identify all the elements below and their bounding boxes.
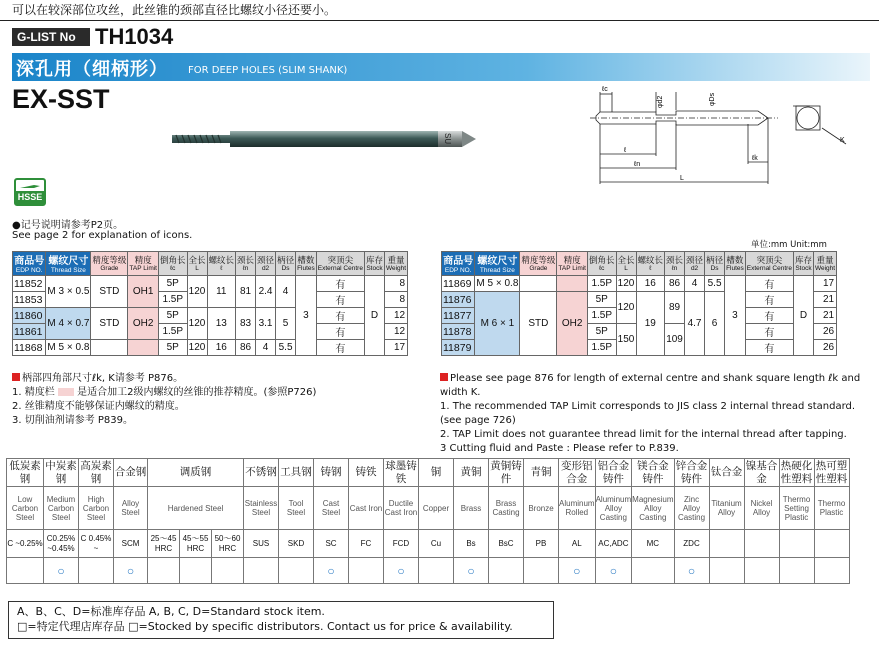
- chamfer-cell: 5P: [158, 308, 187, 324]
- neck-dia-cell: 3.1: [256, 308, 276, 340]
- neck-dia-cell: 4: [685, 276, 705, 292]
- dim-ds: φDs: [709, 92, 716, 106]
- table-row: [13, 276, 408, 292]
- chamfer-cell: 5P: [158, 276, 187, 292]
- col-stock: 库存 Stock: [364, 252, 384, 276]
- total-cell: 120: [187, 276, 207, 308]
- material-cn-cell: 镁合金铸件: [632, 459, 674, 487]
- limit-cell: OH2: [128, 308, 159, 340]
- material-cn-cell: 工具钢: [279, 459, 314, 487]
- col-neck-length: 颈长 ℓn: [665, 252, 685, 276]
- shank-dia-cell: 6: [705, 292, 725, 356]
- material-en-cell: Bronze: [524, 487, 559, 530]
- col-edp: 商品号 EDP NO.: [13, 252, 46, 276]
- material-en-cell: Nickel Alloy: [744, 487, 779, 530]
- stock-cell: D: [364, 276, 384, 356]
- table-row: [13, 308, 408, 324]
- material-cn-cell: 黄铜铸件: [490, 459, 522, 485]
- weight-cell: 12: [384, 324, 407, 340]
- grade-cell: STD: [91, 308, 128, 340]
- notes-en: Please see page 876 for length of external centre and shank square length ℓk and width K. 1. The recommended TAP Limit corresponds to JIS class 2 internal thread standard. (see page 726) 2. TAP Limit does not guarantee thread limit for the internal thread after tapping. 3 Cutting fluid and Paste : Please refer to P.839.: [440, 373, 861, 454]
- material-code-cell: 25～45 HRC: [148, 530, 180, 558]
- glist-label: G-LIST No: [12, 28, 90, 46]
- thread-len-cell: 16: [636, 276, 665, 292]
- edp-cell: 11861: [13, 324, 46, 340]
- suitable-circle-icon: ○: [559, 558, 596, 584]
- dim-l: ℓ: [624, 147, 627, 154]
- unit-label: 单位:mm Unit:mm: [751, 240, 827, 250]
- edp-cell: 11878: [442, 324, 475, 340]
- suitable-circle-icon: ○: [595, 558, 632, 584]
- thread-cell: M 3 × 0.5: [46, 276, 91, 308]
- material-en-cell: Aluminum Rolled: [559, 487, 596, 530]
- thread-cell: M 5 × 0.8: [475, 276, 520, 292]
- neck-len-cell: 83: [236, 308, 256, 340]
- col-tap-limit: 精度 TAP Limit: [128, 252, 159, 276]
- title-en: FOR DEEP HOLES (SLIM SHANK): [188, 65, 348, 76]
- col-grade: 精度等级 Grade: [520, 252, 557, 276]
- material-mark-cell: [779, 558, 814, 584]
- chamfer-cell: 1.5P: [587, 276, 616, 292]
- material-code-cell: Cu: [419, 530, 454, 558]
- weight-cell: 26: [813, 340, 836, 356]
- shank-dia-cell: 5: [276, 308, 296, 340]
- material-en-cell: Magnesium Alloy Casting: [632, 487, 674, 530]
- material-en-cell: Thermo Plastic: [814, 487, 849, 530]
- material-cn-cell: 铝合金铸件: [595, 459, 632, 487]
- neck-len-cell: 81: [236, 276, 256, 308]
- material-en-cell: Copper: [419, 487, 454, 530]
- material-code-cell: SKD: [279, 530, 314, 558]
- shank-dia-cell: 4: [276, 276, 296, 308]
- col-flutes: 槽数 Flutes: [725, 252, 746, 276]
- centre-cell: 有: [745, 324, 793, 340]
- weight-cell: 12: [384, 308, 407, 324]
- grade-cell: STD: [91, 276, 128, 308]
- centre-cell: 有: [745, 308, 793, 324]
- material-code-cell: C ~0.25%: [7, 530, 44, 558]
- hsse-badge: [14, 178, 46, 206]
- chamfer-cell: 5P: [587, 324, 616, 340]
- material-code-cell: Bs: [454, 530, 489, 558]
- col-total-length: 全长 L: [616, 252, 636, 276]
- material-code-cell: PB: [524, 530, 559, 558]
- edp-cell: 11877: [442, 308, 475, 324]
- material-cn-cell: 变形铝合金: [559, 459, 596, 487]
- material-en-cell: Cast Iron: [349, 487, 384, 530]
- col-weight: 重量 Weight: [813, 252, 836, 276]
- material-en-cell: Ductile Cast Iron: [384, 487, 419, 530]
- suitable-circle-icon: ○: [674, 558, 709, 584]
- col-neck-dia: 颈径 d2: [256, 252, 276, 276]
- material-en-cell: Brass Casting: [489, 487, 524, 530]
- edp-cell: 11868: [13, 340, 46, 356]
- material-code-cell: FC: [349, 530, 384, 558]
- material-mark-cell: [349, 558, 384, 584]
- material-code-cell: MC: [632, 530, 674, 558]
- col-neck-length: 颈长 ℓn: [236, 252, 256, 276]
- material-cn-cell: 青铜: [524, 459, 559, 487]
- centre-cell: 有: [745, 292, 793, 308]
- thread-len-cell: 16: [207, 340, 236, 356]
- dim-L: L: [680, 175, 684, 182]
- neck-len-cell: 109: [665, 324, 685, 356]
- edp-cell: 11853: [13, 292, 46, 308]
- material-cn-cell: 中炭素钢: [45, 459, 77, 485]
- material-cn-cell: 铸铁: [349, 459, 384, 487]
- centre-cell: 有: [316, 324, 364, 340]
- edp-cell: 11860: [13, 308, 46, 324]
- thread-cell: M 5 × 0.8: [46, 340, 91, 356]
- material-cn-cell: 锌合金铸件: [675, 459, 708, 485]
- neck-len-cell: 86: [236, 340, 256, 356]
- material-mark-cell: [212, 558, 244, 584]
- table-row: [13, 340, 408, 356]
- notes-cn: 柄部四角部尺寸ℓk, K请参考 P876。 1. 精度栏 是适合加工2级内螺纹的丝锥的推荐精度。(参照P726) 2. 丝锥精度不能够保证内螺纹的精度。 3. 切削油剂请参考 P839。: [12, 373, 317, 426]
- material-code-cell: [779, 530, 814, 558]
- edp-cell: 11869: [442, 276, 475, 292]
- total-cell: 150: [616, 324, 636, 356]
- material-cn-cell: 铜: [419, 459, 454, 487]
- material-mark-cell: [419, 558, 454, 584]
- material-mark-cell: [148, 558, 180, 584]
- col-thread-length: 螺纹长 ℓ: [636, 252, 665, 276]
- material-en-cell: Cast Steel: [314, 487, 349, 530]
- edp-cell: 11876: [442, 292, 475, 308]
- chamfer-cell: 1.5P: [587, 308, 616, 324]
- top-note: 可以在较深部位攻丝，此丝锥的颈部直径比螺纹小径还要小。: [12, 3, 337, 17]
- material-mark-cell: [79, 558, 114, 584]
- material-code-cell: C0.25% ~0.45%: [44, 530, 79, 558]
- thread-cell: M 4 × 0.7: [46, 308, 91, 340]
- dim-K: K: [840, 137, 845, 144]
- icon-note-cn: ●记号说明请参考P2页。: [12, 220, 124, 231]
- product-name: EX-SST: [12, 84, 110, 114]
- material-mark-cell: [524, 558, 559, 584]
- chamfer-cell: 1.5P: [587, 340, 616, 356]
- material-code-cell: SC: [314, 530, 349, 558]
- red-square-icon: [440, 373, 448, 381]
- title-bar: [12, 53, 870, 81]
- centre-cell: 有: [745, 340, 793, 356]
- spec-table-left: [12, 251, 408, 356]
- title-cn: 深孔用（细柄形）: [16, 59, 168, 80]
- badge-label: HSSE: [17, 192, 43, 202]
- material-code-cell: 50～60 HRC: [212, 530, 244, 558]
- material-mark-cell: [814, 558, 849, 584]
- weight-cell: 8: [384, 292, 407, 308]
- col-shank-dia: 柄径 Ds: [705, 252, 725, 276]
- neck-dia-cell: 4: [256, 340, 276, 356]
- suitable-circle-icon: ○: [114, 558, 148, 584]
- centre-cell: 有: [316, 276, 364, 292]
- tap-marking: SU: [443, 133, 452, 145]
- col-chamfer: 倒角长 ℓc: [587, 252, 616, 276]
- material-code-cell: 45～55 HRC: [180, 530, 212, 558]
- col-shank-dia: 柄径 Ds: [276, 252, 296, 276]
- thread-len-cell: 19: [636, 292, 665, 356]
- material-en-cell: Tool Steel: [279, 487, 314, 530]
- col-total-length: 全长 L: [187, 252, 207, 276]
- dim-lc: ℓc: [602, 86, 608, 93]
- material-code-cell: AL: [559, 530, 596, 558]
- grade-cell: [520, 276, 557, 292]
- material-cn-cell: 钛合金: [709, 459, 744, 487]
- dim-d2: φd2: [657, 95, 664, 108]
- weight-cell: 17: [813, 276, 836, 292]
- chamfer-cell: 5P: [587, 292, 616, 308]
- suitable-circle-icon: ○: [384, 558, 419, 584]
- thread-cell: M 6 × 1: [475, 292, 520, 356]
- material-en-cell: Thermo Setting Plastic: [779, 487, 814, 530]
- flutes-cell: 3: [725, 276, 746, 356]
- material-en-cell: Medium Carbon Steel: [44, 487, 79, 530]
- red-square-icon: [12, 373, 20, 381]
- glist-number: TH1034: [95, 24, 174, 49]
- limit-cell: OH2: [557, 292, 588, 356]
- thread-len-cell: 13: [207, 308, 236, 340]
- shank-dia-cell: 5.5: [705, 276, 725, 292]
- material-code-cell: [709, 530, 744, 558]
- col-grade: 精度等级 Grade: [91, 252, 128, 276]
- suitable-circle-icon: ○: [314, 558, 349, 584]
- material-cn-cell: 不锈钢: [244, 459, 279, 487]
- material-cn-cell: 镍基合金: [745, 459, 778, 485]
- material-en-cell: Hardened Steel: [148, 487, 244, 530]
- grade-cell: STD: [520, 292, 557, 356]
- material-code-cell: AC,ADC: [595, 530, 632, 558]
- material-code-cell: [744, 530, 779, 558]
- thread-len-cell: 11: [207, 276, 236, 308]
- centre-cell: 有: [316, 308, 364, 324]
- material-mark-cell: [244, 558, 279, 584]
- chamfer-cell: 5P: [158, 340, 187, 356]
- material-code-cell: FCD: [384, 530, 419, 558]
- pink-swatch-icon: [58, 388, 74, 396]
- tap-photo: [170, 126, 510, 152]
- material-mark-cell: [632, 558, 674, 584]
- flutes-cell: 3: [296, 276, 317, 356]
- chamfer-cell: 1.5P: [158, 324, 187, 340]
- material-en-cell: Zinc Alloy Casting: [674, 487, 709, 530]
- material-cn-cell: 球墨铸铁: [385, 459, 417, 485]
- material-cn-cell: 低炭素钢: [7, 459, 44, 487]
- material-en-cell: Aluminum Alloy Casting: [595, 487, 632, 530]
- weight-cell: 26: [813, 324, 836, 340]
- col-neck-dia: 颈径 d2: [685, 252, 705, 276]
- divider: [0, 20, 879, 21]
- material-en-cell: Alloy Steel: [114, 487, 148, 530]
- material-mark-cell: [489, 558, 524, 584]
- centre-cell: 有: [745, 276, 793, 292]
- total-cell: 120: [616, 276, 636, 292]
- weight-cell: 17: [384, 340, 407, 356]
- neck-dia-cell: 2.4: [256, 276, 276, 308]
- material-en-cell: Brass: [454, 487, 489, 530]
- dim-lk: ℓk: [752, 155, 758, 162]
- limit-cell: [557, 276, 588, 292]
- col-thread-length: 螺纹长 ℓ: [207, 252, 236, 276]
- col-chamfer: 倒角长 ℓc: [158, 252, 187, 276]
- grade-cell: [91, 340, 128, 356]
- material-cn-cell: 黄铜: [454, 459, 489, 487]
- material-en-cell: High Carbon Steel: [79, 487, 114, 530]
- limit-cell: [128, 340, 159, 356]
- chamfer-cell: 1.5P: [158, 292, 187, 308]
- neck-len-cell: 89: [665, 292, 685, 324]
- suitable-circle-icon: ○: [454, 558, 489, 584]
- material-mark-cell: [709, 558, 744, 584]
- edp-cell: 11879: [442, 340, 475, 356]
- total-cell: 120: [187, 308, 207, 340]
- col-centre: 突顶尖 External Centre: [316, 252, 364, 276]
- neck-len-cell: 86: [665, 276, 685, 292]
- material-cn-cell: 热硬化性塑料: [780, 459, 813, 485]
- centre-cell: 有: [316, 340, 364, 356]
- material-cn-cell: 热可塑性塑料: [815, 459, 848, 485]
- material-en-cell: Stainless Steel: [244, 487, 279, 530]
- spec-table-right: [441, 251, 837, 356]
- stock-cell: D: [793, 276, 813, 356]
- limit-cell: OH1: [128, 276, 159, 308]
- col-tap-limit: 精度 TAP Limit: [557, 252, 588, 276]
- edp-cell: 11852: [13, 276, 46, 292]
- dimension-diagram: [578, 84, 878, 196]
- col-centre: 突顶尖 External Centre: [745, 252, 793, 276]
- material-cn-cell: 调质钢: [148, 459, 244, 487]
- material-mark-cell: [744, 558, 779, 584]
- total-cell: 120: [616, 292, 636, 324]
- material-code-cell: ZDC: [674, 530, 709, 558]
- total-cell: 120: [187, 340, 207, 356]
- material-code-cell: SCM: [114, 530, 148, 558]
- col-edp: 商品号 EDP NO.: [442, 252, 475, 276]
- shank-dia-cell: 5.5: [276, 340, 296, 356]
- material-mark-cell: [7, 558, 44, 584]
- material-en-cell: Titanium Alloy: [709, 487, 744, 530]
- material-mark-cell: [180, 558, 212, 584]
- centre-cell: 有: [316, 292, 364, 308]
- material-cn-cell: 铸钢: [314, 459, 349, 487]
- table-row: [442, 292, 837, 308]
- material-mark-cell: [279, 558, 314, 584]
- material-cn-cell: 合金钢: [114, 459, 148, 487]
- material-code-cell: [814, 530, 849, 558]
- weight-cell: 8: [384, 276, 407, 292]
- col-flutes: 槽数 Flutes: [296, 252, 317, 276]
- icon-note-en: See page 2 for explanation of icons.: [12, 230, 193, 241]
- col-weight: 重量 Weight: [384, 252, 407, 276]
- weight-cell: 21: [813, 292, 836, 308]
- col-stock: 库存 Stock: [793, 252, 813, 276]
- stock-legend: A、B、C、D=标准库存品 A, B, C, D=Standard stock item. □=特定代理店库存品 □=Stocked by specific distributors. Contact us for price & availability.: [8, 601, 554, 639]
- col-thread: 螺纹尺寸 Thread Size: [475, 252, 520, 276]
- col-thread: 螺纹尺寸 Thread Size: [46, 252, 91, 276]
- material-en-cell: Low Carbon Steel: [7, 487, 44, 530]
- material-table: [6, 458, 850, 584]
- dim-ln: ℓn: [634, 161, 641, 168]
- table-row: [442, 276, 837, 292]
- suitable-circle-icon: ○: [44, 558, 79, 584]
- material-cn-cell: 高炭素钢: [80, 459, 112, 485]
- material-code-cell: SUS: [244, 530, 279, 558]
- material-code-cell: C 0.45% ~: [79, 530, 114, 558]
- weight-cell: 21: [813, 308, 836, 324]
- material-code-cell: BsC: [489, 530, 524, 558]
- neck-dia-cell: 4.7: [685, 292, 705, 356]
